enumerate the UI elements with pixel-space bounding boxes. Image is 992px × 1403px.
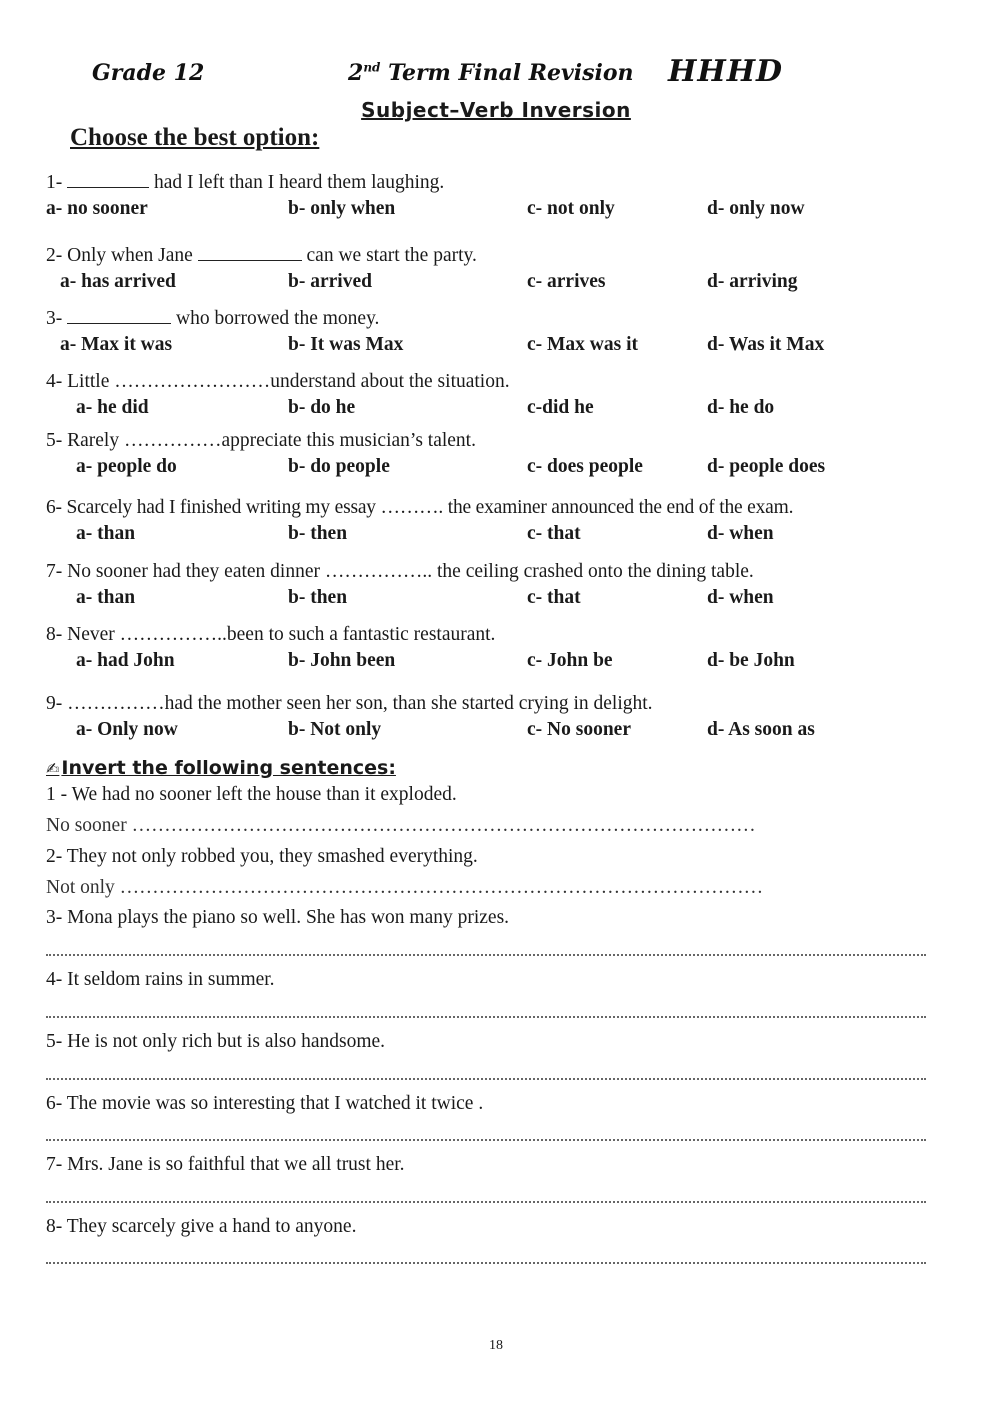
question-8 [46,623,976,674]
option-a[interactable]: a- no sooner [46,198,148,219]
term-number: 2 [348,60,364,86]
option-b[interactable]: b- John been [288,650,396,671]
question-7 [46,560,976,611]
option-b[interactable]: b- do he [288,397,356,418]
sentence-1: 1 - We had no sooner left the house than it exploded. [46,784,457,805]
option-d[interactable]: d- people does [707,456,826,477]
stem-post: can we start the party. [301,245,477,266]
option-b[interactable]: b- It was Max [288,334,404,355]
option-d[interactable]: d- be John [707,650,795,671]
option-a[interactable]: a- Only now [76,719,178,740]
stem-post: who borrowed the money. [171,308,380,329]
question-stem: 5- Rarely ……………appreciate this musician’s talent. [46,430,476,451]
option-d[interactable]: d- arriving [707,271,798,292]
question-6 [46,496,976,547]
option-d[interactable]: d- Was it Max [707,334,825,355]
term-text: Term Final Revision [380,60,634,86]
sentence-4: 4- It seldom rains in summer. [46,969,275,990]
pencil-icon: ✍ [46,759,60,778]
option-a[interactable]: a- people do [76,456,177,477]
option-a[interactable]: a- has arrived [60,271,176,292]
option-a[interactable]: a- than [76,587,136,608]
stem-pre: 2- Only when Jane [46,245,198,266]
option-c[interactable]: c- that [527,587,581,608]
question-stem: 9- ……………had the mother seen her son, than she started crying in delight. [46,693,653,714]
answer-line-2[interactable]: Not only ……………………………………………………………………………………… [46,877,764,898]
term-superscript: nd [363,60,381,75]
question-4 [46,370,976,421]
option-c[interactable]: c- John be [527,650,613,671]
option-b[interactable]: b- arrived [288,271,372,292]
sentence-2: 2- They not only robbed you, they smashed everything. [46,846,478,867]
option-a[interactable]: a- than [76,523,136,544]
option-c[interactable]: c- Max was it [527,334,639,355]
question-stem [46,307,976,331]
option-a[interactable]: a- he did [76,397,149,418]
question-stem: 4- Little ……………………understand about the situation. [46,371,510,392]
option-c[interactable]: c-did he [527,397,594,418]
page-subtitle: Subject–Verb Inversion [361,98,631,122]
answer-blank[interactable] [67,171,149,188]
question-1 [46,171,976,222]
answer-line-4[interactable] [46,1014,926,1018]
stem-pre: 3- [46,308,68,329]
answer-line-1[interactable]: No sooner …………………………………………………………………………………… [46,815,756,836]
section-title-invert [46,757,396,779]
answer-line-8[interactable] [46,1260,926,1264]
question-3 [46,307,976,358]
option-b[interactable]: b- do people [288,456,390,477]
option-d[interactable]: d- when [707,523,774,544]
option-a[interactable]: a- Max it was [60,334,173,355]
stem-pre: 1- [46,172,68,193]
answer-blank[interactable] [198,244,302,261]
answer-line-6[interactable] [46,1137,926,1141]
option-c[interactable]: c- arrives [527,271,606,292]
header-term [348,60,634,86]
question-5 [46,429,976,480]
option-c[interactable]: c- does people [527,456,643,477]
answer-blank[interactable] [67,307,171,324]
answer-line-7[interactable] [46,1199,926,1203]
sentence-8: 8- They scarcely give a hand to anyone. [46,1216,357,1237]
option-d[interactable]: d- only now [707,198,805,219]
sentence-5: 5- He is not only rich but is also handsome. [46,1031,386,1052]
section-title-choose: Choose the best option: [70,124,320,151]
question-2 [46,244,976,295]
question-stem [46,244,976,268]
header-code: HHHD [668,54,784,89]
option-d[interactable]: d- As soon as [707,719,815,740]
answer-line-5[interactable] [46,1076,926,1080]
option-b[interactable]: b- then [288,587,348,608]
option-c[interactable]: c- not only [527,198,615,219]
option-c[interactable]: c- that [527,523,581,544]
sentence-6: 6- The movie was so interesting that I watched it twice . [46,1093,484,1114]
option-b[interactable]: b- only when [288,198,396,219]
question-stem: 6- Scarcely had I finished writing my essay ………. the examiner announced the end of the exam. [46,497,794,518]
header-grade: Grade 12 [92,60,205,86]
option-b[interactable]: b- then [288,523,348,544]
sentence-3: 3- Mona plays the piano so well. She has won many prizes. [46,907,510,928]
option-d[interactable]: d- when [707,587,774,608]
stem-post: had I left than I heard them laughing. [149,172,445,193]
option-d[interactable]: d- he do [707,397,775,418]
answer-line-3[interactable] [46,952,926,956]
option-b[interactable]: b- Not only [288,719,382,740]
sentence-7: 7- Mrs. Jane is so faithful that we all trust her. [46,1154,405,1175]
option-a[interactable]: a- had John [76,650,175,671]
question-9 [46,692,976,743]
option-c[interactable]: c- No sooner [527,719,631,740]
page-number: 18 [489,1338,503,1353]
question-stem: 7- No sooner had they eaten dinner …………….. the ceiling crashed onto the dining table. [46,561,754,582]
section-title-text: Invert the following sentences: [61,757,396,779]
question-stem: 8- Never ……………..been to such a fantastic restaurant. [46,624,496,645]
question-stem [46,171,976,195]
